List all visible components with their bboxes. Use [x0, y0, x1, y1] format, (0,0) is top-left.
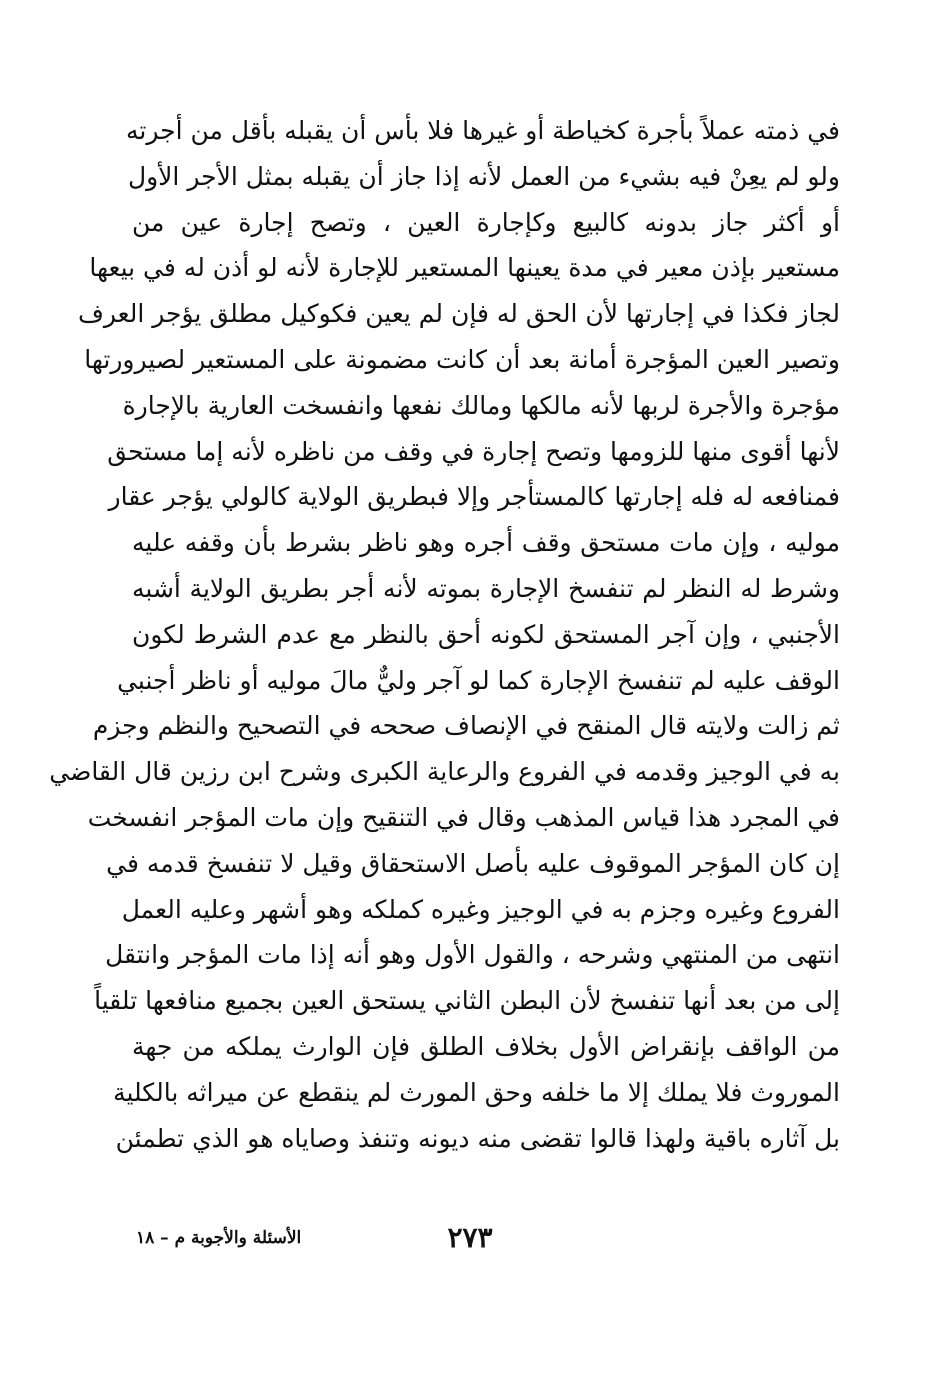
text-line: موليه ، وإن مات مستحق وقف أجره وهو ناظر بشرط بأن وقفه عليه: [132, 528, 840, 558]
text-line: إلى من بعد أنها تنفسخ لأن البطن الثاني يستحق العين بجميع منافعها تلقياً: [94, 986, 840, 1016]
text-line: انتهى من المنتهي وشرحه ، والقول الأول وهو أنه إذا مات المؤجر وانتقل: [105, 940, 840, 970]
text-line: بل آثاره باقية ولهذا قالوا تقضى منه ديونه وتنفذ وصاياه هو الذي تطمئن: [115, 1123, 840, 1153]
text-line: لأنها أقوى منها للزومها وتصح إجارة في وقف من ناظره لأنه إما مستحق: [107, 436, 840, 466]
text-line: في ذمته عملاً بأجرة كخياطة أو غيرها فلا بأس أن يقبله بأقل من أجرته: [125, 116, 840, 145]
text-line: به في الوجيز وقدمه في الفروع والرعاية الكبرى وشرح ابن رزين قال القاضي: [49, 757, 840, 787]
page-footer: [100, 1218, 840, 1258]
text-line: ولو لم يعِنْ فيه بشيء من العمل لأنه إذا جاز أن يقبله بمثل الأجر الأول: [127, 161, 840, 191]
text-line: الموروث فلا يملك إلا ما خلفه وحق المورث لم ينقطع عن ميراثه بالكلية: [113, 1077, 840, 1107]
text-line: فمنافعه له فله إجارتها كالمستأجر وإلا فبطريق الولاية كالولي يؤجر عقار: [108, 482, 840, 512]
text-line: الوقف عليه لم تنفسخ الإجارة كما لو آجر وليٌّ مالَ موليه أو ناظر أجنبي: [117, 665, 840, 695]
text-line: وشرط له النظر لم تنفسخ الإجارة بموته لأنه أجر بطريق الولاية أشبه: [132, 573, 840, 603]
text-line: في المجرد هذا قياس المذهب وقال في التنقيح وإن مات المؤجر انفسخت: [87, 802, 840, 832]
text-line: مؤجرة والأجرة لربها لأنه مالكها ومالك نفعها وانفسخت العارية بالإجارة: [122, 390, 840, 420]
text-line: لجاز فكذا في إجارتها لأن الحق له فإن لم يعين فكوكيل مطلق يؤجر العرف: [77, 299, 840, 329]
text-line: مستعير بإذن معير في مدة يعينها المستعير للإجارة لأنه لو أذن له في بيعها: [89, 253, 840, 283]
text-line: إن كان المؤجر الموقوف عليه بأصل الاستحقاق وقيل لا تنفسخ قدمه في: [106, 848, 840, 878]
text-line: الفروع وغيره وجزم به في الوجيز وغيره كملكه وهو أشهر وعليه العمل: [121, 894, 840, 924]
text-line: الأجنبي ، وإن آجر المستحق لكونه أحق بالنظر مع عدم الشرط لكون: [132, 619, 840, 649]
text-line: وتصير العين المؤجرة أمانة بعد أن كانت مضمونة على المستعير لصيرورتها: [84, 344, 840, 374]
text-line: من الواقف بإنقراض الأول بخلاف الطلق فإن الوارث يملكه من جهة: [132, 1031, 840, 1061]
page-body-text: [49, 108, 840, 1161]
page-number: ٢٧٣: [447, 1221, 493, 1254]
book-signature-mark: الأسئلة والأجوبة م – ١٨: [136, 1228, 302, 1248]
text-line: ثم زالت ولايته قال المنقح في الإنصاف صححه في التصحيح والنظم وجزم: [92, 711, 840, 741]
text-line: أو أكثر جاز بدونه كالبيع وكإجارة العين ، وتصح إجارة عين من: [132, 207, 840, 237]
